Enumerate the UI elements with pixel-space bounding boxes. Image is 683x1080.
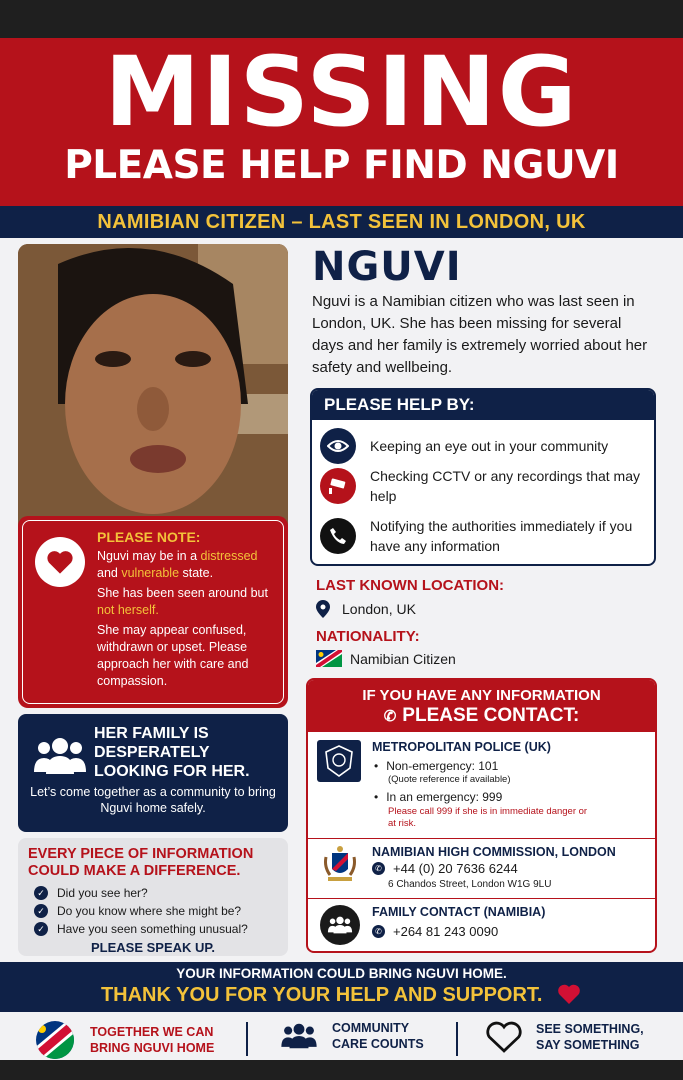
footer-slogans [0,1012,683,1060]
met-police-crest-icon [317,740,361,782]
namibia-flag-heart-icon [32,1020,78,1060]
family-title: HER FAMILY IS DESPERATELY LOOKING FOR HER. [94,725,250,780]
question-item: ✓ Do you know where she might be? [28,902,278,920]
heart-outline-icon [484,1020,524,1054]
contact-box [306,678,657,953]
note-paragraph-2: She has been seen around but not herself. [97,586,268,617]
footer-line-2: THANK YOU FOR YOUR HELP AND SUPPORT. [0,982,683,1008]
location-value: London, UK [316,600,416,618]
help-item: Notifying the authorities immediately if you have any information [312,516,654,556]
citizen-banner: NAMIBIAN CITIZEN – LAST SEEN IN LONDON, UK [0,206,683,238]
question-item: ✓ Did you see her? [28,884,278,902]
note-paragraph-1: Nguvi may be in a distressed and vulnerable state. [97,549,258,580]
poster-header [0,38,683,206]
location-label: LAST KNOWN LOCATION: [316,577,505,594]
slogan-see-something: SEE SOMETHING, SAY SOMETHING [484,1020,656,1054]
community-group-icon [280,1021,318,1051]
note-paragraph-3: She may appear confused, withdrawn or upset. Please approach her with care and compassion. [97,623,249,688]
map-pin-icon [316,600,330,618]
poster-title: MISSING [104,38,579,148]
please-note-box [18,516,288,708]
eye-icon [320,428,356,464]
check-icon: ✓ [34,922,48,936]
poster-subtitle: PLEASE HELP FIND NGUVI [64,143,619,188]
family-group-icon [320,905,360,945]
person-name: NGUVI [312,244,462,290]
namibia-coat-of-arms-icon [322,845,358,883]
police-emergency-note: Please call 999 if she is in immediate danger or at risk. [388,806,588,829]
namibia-flag-icon [316,650,342,667]
check-icon: ✓ [34,904,48,918]
person-description: Nguvi is a Namibian citizen who was last seen in London, UK. She has been missing for several days and her family is extremely worried about her safety and wellbeing. [312,293,648,376]
contact-heading: ✆ PLEASE CONTACT: [383,705,580,726]
commission-phone: +44 (0) 20 7636 6244 [393,861,518,876]
heart-icon [556,983,582,1005]
commission-contact: NAMIBIAN HIGH COMMISSION, LONDON ✆ +44 (0) 20 7636 6244 6 Chandos Street, London W1G 9LU [308,838,655,898]
divider [456,1022,458,1056]
family-contact: FAMILY CONTACT (NAMIBIA) ✆ +264 81 243 0090 [308,898,655,953]
cctv-camera-icon [320,468,356,504]
slogan-together: TOGETHER WE CAN BRING NGUVI HOME [32,1020,220,1060]
note-title: PLEASE NOTE: [97,529,201,545]
nationality-value: Namibian Citizen [316,650,456,667]
slogan-community: COMMUNITY CARE COUNTS [280,1020,432,1052]
phone-icon: ✆ [372,862,385,875]
phone-icon: ✆ [383,708,397,725]
police-non-emergency: Non-emergency: 101 [386,759,499,773]
police-quote-note: (Quote reference if available) [388,774,511,785]
phone-icon: ✆ [372,925,385,938]
nationality-label: NATIONALITY: [316,628,420,645]
information-title: EVERY PIECE OF INFORMATION COULD MAKE A DIFFERENCE. [28,846,254,879]
help-title: PLEASE HELP BY: [312,390,654,420]
contact-header: IF YOU HAVE ANY INFORMATION ✆ PLEASE CONTACT: [308,680,655,732]
question-item: ✓ Have you seen something unusual? [28,920,278,938]
missing-poster [0,38,683,1060]
missing-person-photo [18,244,288,544]
police-contact: METROPOLITAN POLICE (UK) • Non-emergency: 101 (Quote reference if available) • In an emergency: 999 Please call 999 if she is in immediate danger or at risk. [308,732,655,838]
family-phone: +264 81 243 0090 [393,924,499,939]
help-item: Checking CCTV or any recordings that may help [312,466,654,506]
divider [246,1022,248,1056]
information-box [18,838,288,956]
check-icon: ✓ [34,886,48,900]
help-item: Keeping an eye out in your community [312,428,654,464]
footer-line-1: YOUR INFORMATION COULD BRING NGUVI HOME. [176,966,507,981]
footer-banner [0,962,683,1012]
family-subtitle: Let’s come together as a community to bring Nguvi home safely. [30,785,276,815]
family-group-icon [32,736,88,776]
phone-icon [320,518,356,554]
heart-icon [35,537,85,587]
help-box [310,388,656,566]
family-box [18,714,288,832]
commission-address: 6 Chandos Street, London W1G 9LU [388,879,552,890]
police-emergency: In an emergency: 999 [386,790,503,804]
speak-up-text: PLEASE SPEAK UP. [90,940,216,955]
